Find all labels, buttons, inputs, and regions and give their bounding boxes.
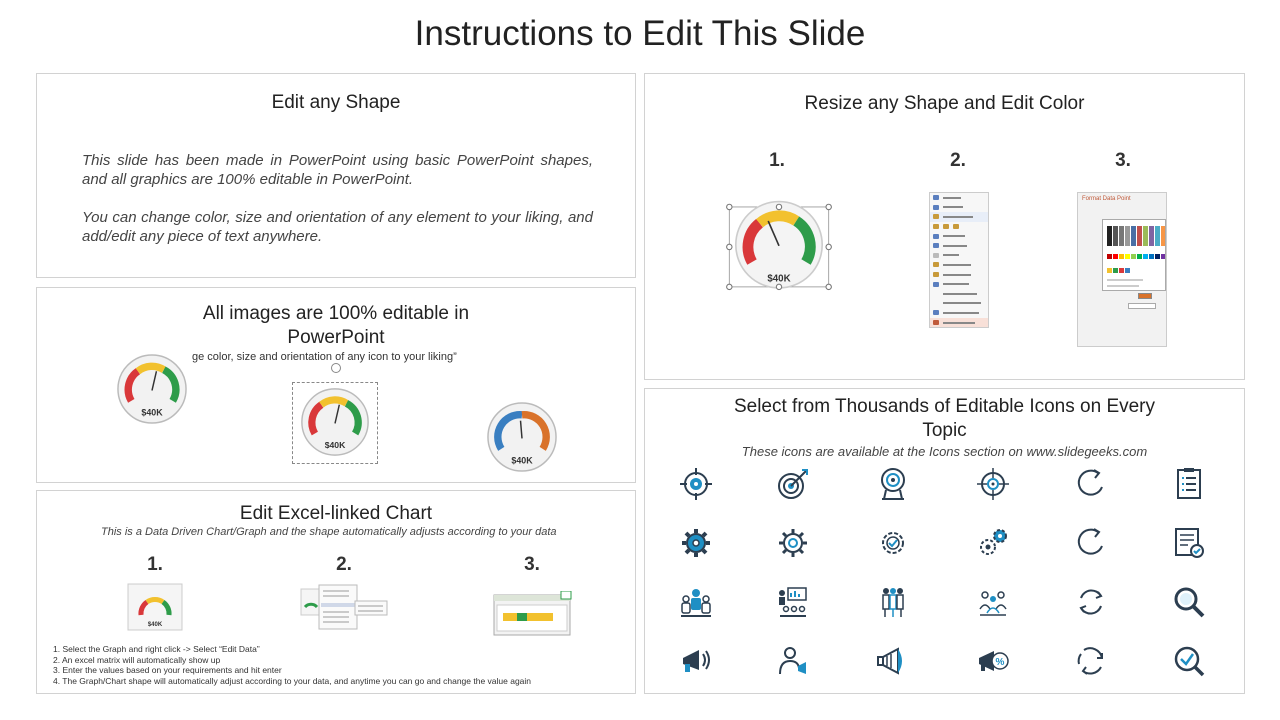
resize-step-1-number: 1.: [769, 150, 785, 171]
icons-title-line2: Topic: [922, 420, 967, 441]
excel-step-2-text: 2. An excel matrix will automatically show up: [53, 654, 221, 665]
edit-shape-paragraph-1: This slide has been made in PowerPoint using basic PowerPoint shapes, and all graphics are 100% editable in PowerPoint.: [82, 152, 593, 188]
megaphone-icon[interactable]: [679, 644, 713, 678]
megaphone-percent-icon[interactable]: [976, 644, 1010, 678]
excel-chart-subtitle: This is a Data Driven Chart/Graph and the shape automatically adjusts according to your data: [101, 526, 557, 538]
cycle-icon[interactable]: [1074, 585, 1108, 619]
edit-shape-title: Edit any Shape: [271, 92, 401, 113]
context-menu-thumbnail: [929, 192, 989, 328]
images-editable-title-line1: All images are 100% editable in: [202, 303, 470, 324]
svg-text:$40K: $40K: [141, 407, 163, 418]
rotate-icon[interactable]: [1074, 526, 1108, 560]
color-picker-thumbnail: [1102, 219, 1166, 291]
target-icon[interactable]: [679, 467, 713, 501]
excel-step-2-thumbnail: [299, 583, 391, 631]
refresh-icon[interactable]: [1074, 467, 1108, 501]
crosshair-icon[interactable]: [976, 467, 1010, 501]
resize-title: Resize any Shape and Edit Color: [804, 93, 1085, 114]
gear-icon[interactable]: [679, 526, 713, 560]
slide-title: Instructions to Edit This Slide: [414, 14, 866, 53]
images-editable-title-line2: PowerPoint: [287, 327, 385, 348]
dartboard-icon[interactable]: [776, 467, 810, 501]
gauge-resize-icon[interactable]: [725, 194, 833, 302]
excel-steps-list: [53, 644, 531, 686]
format-data-point-title: Format Data Point: [1082, 196, 1131, 202]
svg-text:%: %: [995, 657, 1005, 668]
excel-chart-panel: [36, 490, 636, 694]
gauge-small-icon[interactable]: [115, 352, 189, 426]
excel-chart-title: Edit Excel-linked Chart: [239, 503, 433, 524]
excel-step-1-thumbnail: [127, 583, 183, 631]
excel-step-1-number: 1.: [147, 554, 163, 575]
team-icon[interactable]: [679, 585, 713, 619]
gears-icon[interactable]: [976, 526, 1010, 560]
checklist-icon[interactable]: [1172, 467, 1206, 501]
trophy-target-icon[interactable]: [876, 467, 910, 501]
gear-check-icon[interactable]: [876, 526, 910, 560]
excel-step-4-text: 4. The Graph/Chart shape will automatically adjust according to your data, and anytime you can go and change the value again: [53, 675, 532, 686]
format-data-point-thumbnail: [1077, 192, 1167, 347]
resize-step-3-number: 3.: [1115, 150, 1131, 171]
images-editable-subtitle: ge color, size and orientation of any icon to your liking”: [192, 351, 457, 363]
icons-panel: [644, 388, 1245, 694]
excel-step-1-text: 1. Select the Graph and right click -> Select “Edit Data”: [53, 644, 260, 654]
search-check-icon[interactable]: [1172, 644, 1206, 678]
bullhorn-icon[interactable]: [876, 644, 910, 678]
svg-text:$40K: $40K: [767, 273, 791, 285]
icons-subtitle: These icons are available at the Icons section on www.slidegeeks.com: [741, 444, 1148, 459]
recycle-icon[interactable]: [1074, 644, 1108, 678]
checklist-check-icon[interactable]: [1172, 526, 1206, 560]
excel-step-3-number: 3.: [524, 554, 540, 575]
images-editable-panel: [36, 287, 636, 483]
gear-outline-icon[interactable]: [776, 526, 810, 560]
presentation-team-icon[interactable]: [776, 585, 810, 619]
gauge-selected-icon[interactable]: [299, 386, 371, 458]
svg-text:$40K: $40K: [324, 439, 346, 450]
edit-shape-paragraph-2: You can change color, size and orientation of any element to your liking, and add/edit any piece of text anywhere.: [82, 209, 593, 245]
search-icon[interactable]: [1172, 585, 1206, 619]
user-speaker-icon[interactable]: [776, 644, 810, 678]
network-team-icon[interactable]: [976, 585, 1010, 619]
resize-step-2-number: 2.: [950, 150, 966, 171]
gauge-blue-icon[interactable]: [485, 400, 559, 474]
rotate-handle-icon[interactable]: [331, 363, 341, 373]
group-icon[interactable]: [876, 585, 910, 619]
svg-text:$40K: $40K: [147, 622, 163, 628]
resize-panel: [644, 73, 1245, 380]
edit-shape-panel: [36, 73, 636, 278]
icons-title-line1: Select from Thousands of Editable Icons on Every: [733, 396, 1156, 417]
svg-text:$40K: $40K: [511, 455, 533, 466]
excel-step-2-number: 2.: [336, 554, 352, 575]
excel-step-3-text: 3. Enter the values based on your requirements and hit enter: [53, 665, 282, 675]
excel-step-3-thumbnail: [493, 591, 575, 637]
